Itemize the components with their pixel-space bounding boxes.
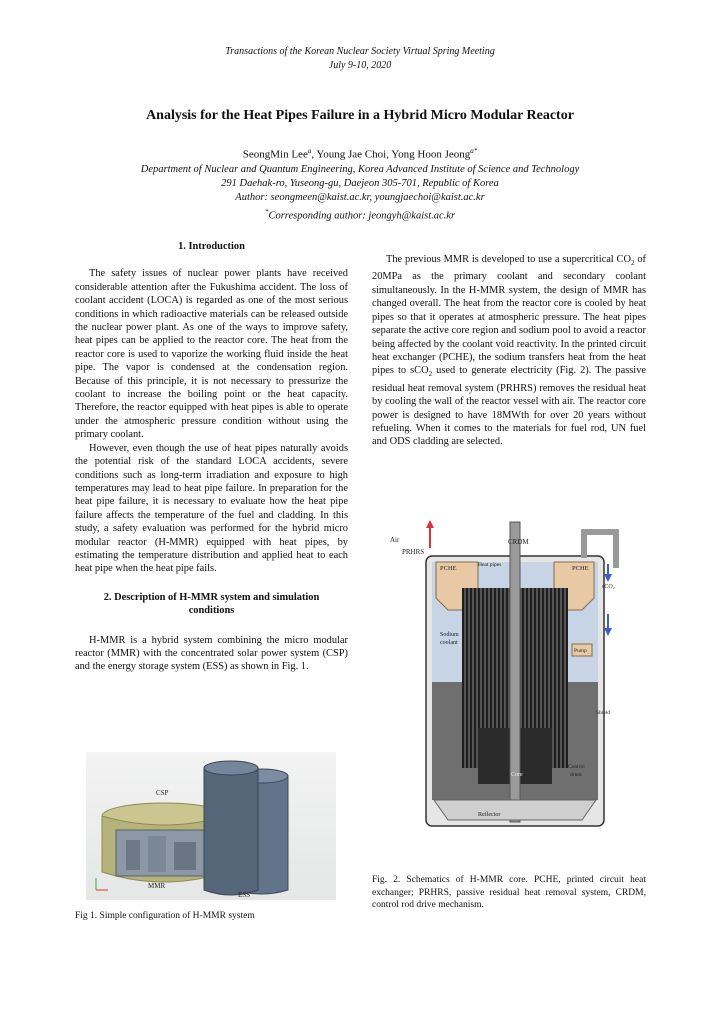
section-2-paragraph-1: H-MMR is a hybrid system combining the micro modular reactor (MMR) with the concentrated solar power system (CSP) and the energy storage system (ESS) as shown in Fig. 1. bbox=[75, 634, 348, 673]
label-heat-pipes: Heat pipes bbox=[478, 562, 502, 568]
mmr-component bbox=[148, 836, 166, 872]
label-reflector: Reflector bbox=[478, 812, 501, 818]
section-2-heading bbox=[75, 591, 348, 618]
right-column bbox=[372, 253, 646, 449]
intro-paragraph-2: However, even though the use of heat pipes naturally avoids the potential risk of the standard LOCA accidents, severe conditions such as long-term irradiation and exposure to high temperatures may lead to heat pipe failure. In preparation for the heat pipe failure, it is necessary to evaluate how the heat pipe failure affects the temperature of the fuel and cladding. In this study, a safety evaluation was performed for the hybrid micro modular reactor (H-MMR) equipped with heat pipes, by estimating the temperature distribution and applied heat to each heat pipe when the heat pipe fails. bbox=[75, 442, 348, 575]
author-1: SeongMin Lee bbox=[242, 148, 308, 161]
section-2-heading-line-1: 2. Description of H-MMR system and simulation bbox=[103, 591, 320, 603]
mmr-text-a: The previous MMR is developed to use a supercritical bbox=[386, 254, 617, 265]
label-prhrs: PRHRS bbox=[402, 548, 425, 556]
reflector bbox=[434, 800, 596, 820]
label-control: Control bbox=[568, 764, 585, 770]
author-rest: , Young Jae Choi, Yong Hoon Jeong bbox=[311, 148, 471, 161]
arrow-head-down bbox=[604, 574, 612, 582]
sco2-formula: sCO bbox=[410, 365, 429, 377]
corresponding-author-text: Corresponding author: jeongyh@kaist.ac.kr bbox=[268, 210, 456, 222]
label-pche-left: PCHE bbox=[440, 565, 457, 572]
figure-2-hmmr-core-schematic bbox=[386, 518, 636, 838]
figure-1-illustration bbox=[86, 752, 336, 900]
label-pump: Pump bbox=[574, 648, 587, 654]
section-1-heading: 1. Introduction bbox=[178, 241, 245, 252]
paper-title: Analysis for the Heat Pipes Failure in a Hybrid Micro Modular Reactor bbox=[146, 108, 574, 123]
label-sodium: Sodium bbox=[440, 632, 459, 638]
figure-1-caption: Fig 1. Simple configuration of H-MMR system bbox=[75, 911, 255, 921]
author-1-affil-mark: a bbox=[307, 147, 312, 155]
label-shield: Shield bbox=[596, 710, 611, 716]
left-column bbox=[75, 240, 348, 674]
section-2-heading-line-2: conditions bbox=[188, 605, 235, 617]
affiliation-block bbox=[0, 163, 720, 224]
mmr-text-b: of 20MPa as the primary coolant and secondary coolant simultaneously. In the H-MMR system, the design of MMR has changed overall. The heat from the reactor core is cooled by heat pipes so that it operates at atmospheric pressure. The heat pipes separate the active core region and sodium pool to avoid a reactor being affected by the coolant void reactivity. In the printed circuit heat exchanger (PCHE), the sodium transfers heat from the heat pipes to bbox=[372, 254, 646, 377]
label-core: Core bbox=[511, 772, 523, 778]
affiliation-department: Department of Nuclear and Quantum Engineering, Korea Advanced Institute of Science and Technology bbox=[140, 164, 580, 175]
mmr-component bbox=[126, 840, 140, 870]
mmr-text-c: used to generate electricity (Fig. 2). The passive residual heat removal system (PRHRS) removes the residual heat by cooling the wall of the reactor vessel with air. The reactor core power is designed to have 18MWth for over 20 years without refueling. When it comes to the materials for fuel rod, UN fuel and ODS cladding are selected. bbox=[372, 365, 647, 448]
label-sco2: sCO₂ bbox=[602, 584, 615, 590]
figure-2-illustration bbox=[386, 518, 636, 838]
label-coolant: coolant bbox=[440, 640, 458, 646]
author-3-affil-mark: a* bbox=[470, 147, 478, 155]
affiliation-address: 291 Daehak-ro, Yuseong-gu, Daejeon 305-701, Republic of Korea bbox=[221, 178, 499, 189]
label-mmr: MMR bbox=[148, 882, 166, 890]
ess-tank-front-top bbox=[204, 761, 258, 775]
mmr-description-paragraph bbox=[372, 253, 646, 449]
author-emails: Author: seongmeen@kaist.ac.kr, youngjaechoi@kaist.ac.kr bbox=[235, 192, 485, 203]
conference-date: July 9-10, 2020 bbox=[328, 60, 392, 71]
label-crdm: CRDM bbox=[508, 538, 529, 546]
corresponding-author bbox=[0, 205, 720, 224]
label-ess: ESS bbox=[238, 891, 251, 899]
label-drum: drum bbox=[570, 772, 582, 778]
co2-subscript: 2 bbox=[630, 259, 635, 268]
label-csp: CSP bbox=[156, 789, 169, 797]
label-air: Air bbox=[390, 536, 400, 544]
intro-paragraph-1: The safety issues of nuclear power plants have received considerable attention after the Fukushima accident. The loss of coolant accident (LOCA) is regarded as one of the most serious conditions in which radioactive materials can be released outside the nuclear power plant. As one of the ways to improve safety, heat pipes can be applied to the reactor core. The heat from the reactor core is used to vaporize the working fluid inside the heat pipe. The vapor is condensed at the condensation region. Because of this principle, it is not necessary to pressurize the coolant to increase the boiling point or the heat capacity. Therefore, the reactor equipped with heat pipes is able to operate under the atmospheric pressure condition without using the primary coolant. bbox=[75, 268, 348, 441]
mmr-component bbox=[174, 842, 196, 870]
corresponding-mark: * bbox=[264, 208, 269, 216]
co2-formula: CO bbox=[616, 254, 631, 265]
conference-header bbox=[0, 45, 720, 73]
author-list bbox=[0, 147, 720, 161]
arrow-head-down-2 bbox=[604, 628, 612, 636]
figure-1-hmmr-configuration bbox=[86, 752, 336, 900]
ess-tank-front bbox=[204, 768, 258, 895]
conference-name: Transactions of the Korean Nuclear Society Virtual Spring Meeting bbox=[225, 46, 495, 57]
label-pche-right: PCHE bbox=[572, 565, 589, 572]
figure-2-caption: Fig. 2. Schematics of H-MMR core. PCHE, printed circuit heat exchanger; PRHRS, passive residual heat removal system, CRDM, control rod drive mechanism. bbox=[372, 875, 646, 910]
sco2-subscript: 2 bbox=[428, 370, 433, 379]
arrow-head-up bbox=[426, 520, 434, 528]
